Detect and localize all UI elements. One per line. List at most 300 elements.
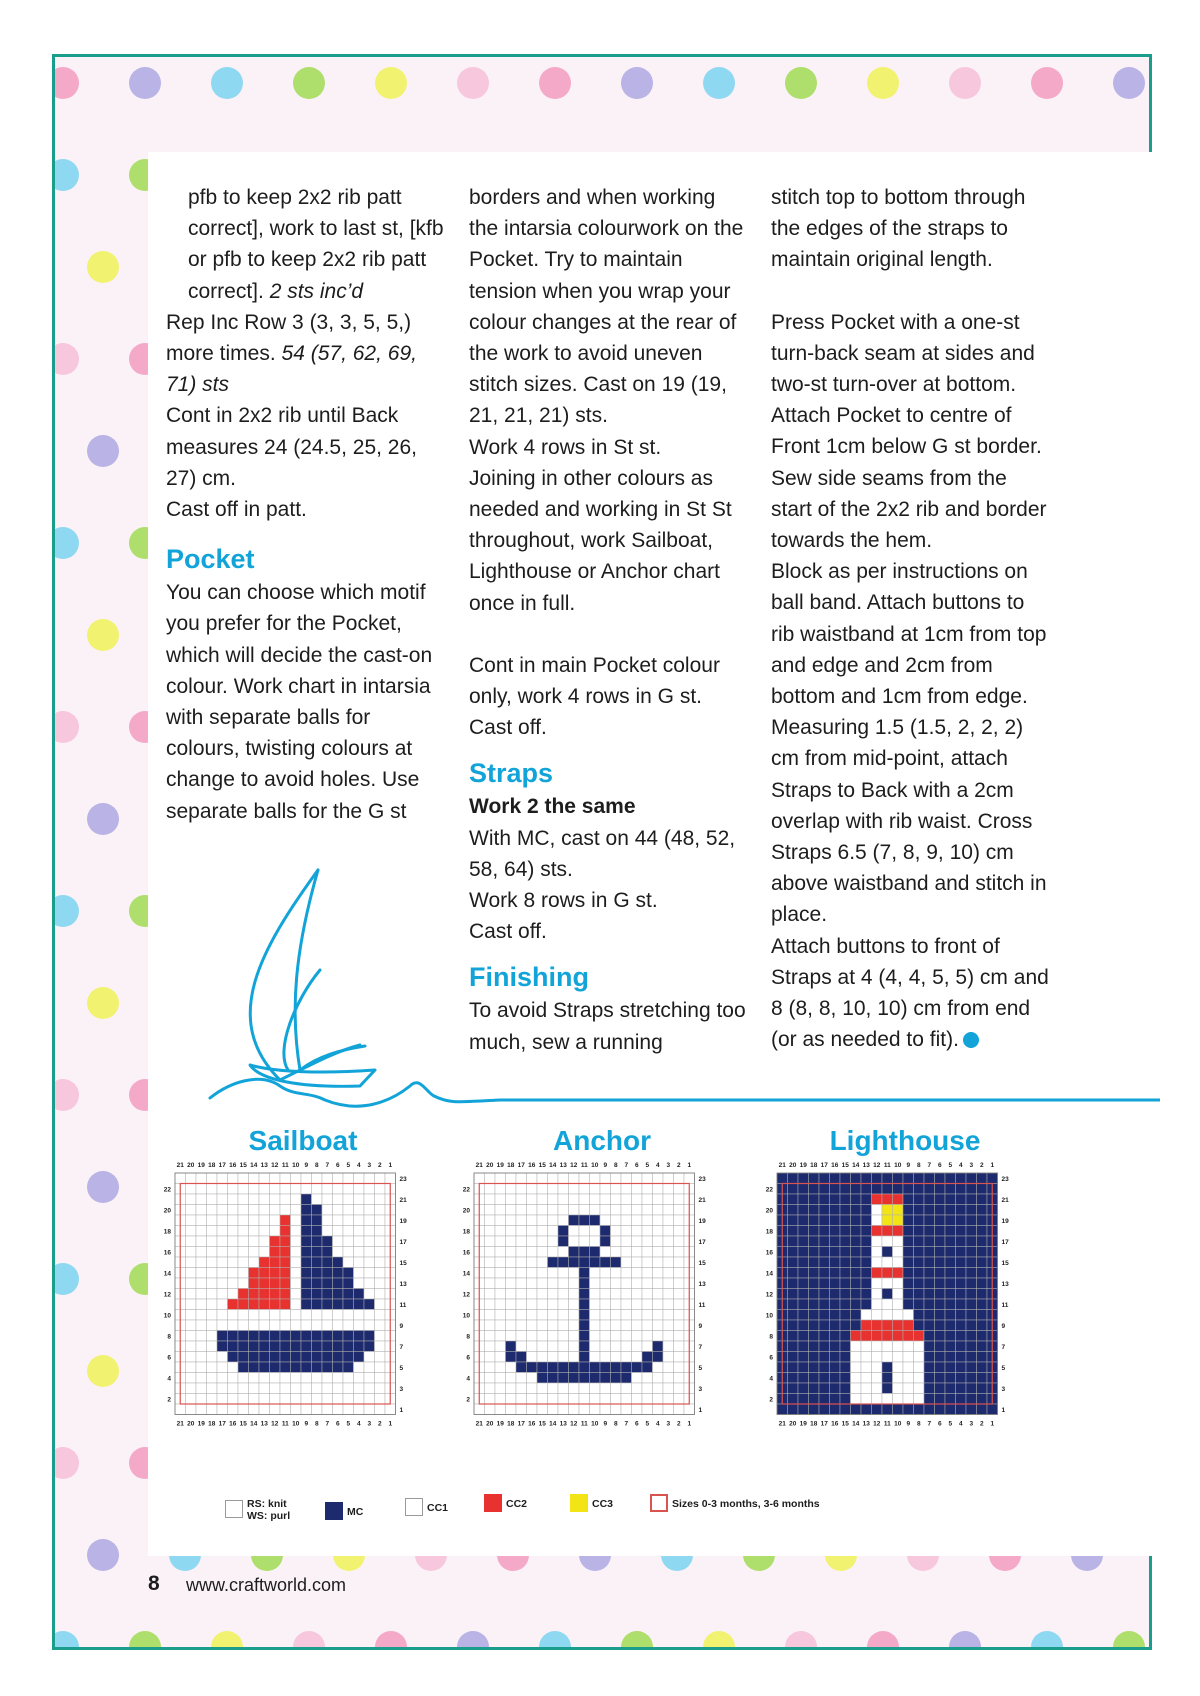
- website-url[interactable]: www.craftworld.com: [186, 1575, 347, 1595]
- chart-cell: [249, 1331, 260, 1342]
- chart-cell: [537, 1383, 548, 1394]
- chart-cell: [642, 1268, 653, 1279]
- chart-cell: [809, 1310, 820, 1321]
- chart-cell: [611, 1310, 622, 1321]
- column-number: 10: [894, 1420, 902, 1428]
- chart-cell: [840, 1383, 851, 1394]
- chart-cell: [569, 1268, 580, 1279]
- chart-cell: [914, 1184, 925, 1195]
- chart-cell: [537, 1247, 548, 1258]
- legend-cc3: CC3: [570, 1494, 613, 1512]
- chart-cell: [249, 1205, 260, 1216]
- chart-cell: [621, 1184, 632, 1195]
- row-number: 3: [698, 1385, 703, 1393]
- column-number: 6: [634, 1420, 639, 1428]
- chart-cell: [196, 1173, 207, 1184]
- chart-cell: [861, 1299, 872, 1310]
- chart-cell: [914, 1215, 925, 1226]
- chart-cell: [301, 1247, 312, 1258]
- chart-cell: [186, 1278, 197, 1289]
- chart-cell: [809, 1257, 820, 1268]
- chart-cell: [840, 1404, 851, 1415]
- column-number: 20: [486, 1162, 494, 1169]
- column-number: 8: [314, 1162, 319, 1169]
- chart-cell: [956, 1289, 967, 1300]
- column-number: 16: [229, 1420, 237, 1428]
- chart-cell: [548, 1257, 559, 1268]
- chart-cell: [924, 1257, 935, 1268]
- chart-cell: [977, 1394, 988, 1405]
- chart-cell: [238, 1341, 249, 1352]
- chart-cell: [632, 1320, 643, 1331]
- column-number: 7: [325, 1162, 330, 1169]
- chart-cell: [259, 1226, 270, 1237]
- chart-cell: [196, 1331, 207, 1342]
- polka-dot: [55, 527, 79, 559]
- chart-cell: [343, 1257, 354, 1268]
- chart-cell: [259, 1341, 270, 1352]
- column-number: 15: [239, 1420, 247, 1428]
- chart-cell: [579, 1362, 590, 1373]
- chart-cell: [840, 1331, 851, 1342]
- row-number: 10: [163, 1312, 171, 1320]
- chart-cell: [228, 1299, 239, 1310]
- chart-cell: [809, 1247, 820, 1258]
- column-number: 18: [507, 1420, 515, 1428]
- chart-cell: [632, 1362, 643, 1373]
- instruction-text: Work 4 rows in St st.: [469, 435, 662, 459]
- chart-cell: [611, 1194, 622, 1205]
- chart-cell: [600, 1184, 611, 1195]
- row-number: 15: [698, 1259, 706, 1267]
- row-number: 20: [163, 1207, 171, 1215]
- column-number: 11: [281, 1420, 289, 1428]
- chart-cell: [322, 1404, 333, 1415]
- chart-cell: [343, 1194, 354, 1205]
- chart-cell: [872, 1278, 883, 1289]
- chart-cell: [830, 1215, 841, 1226]
- chart-cell: [600, 1247, 611, 1258]
- chart-cell: [674, 1173, 685, 1184]
- chart-cell: [893, 1404, 904, 1415]
- chart-cell: [788, 1236, 799, 1247]
- column-number: 14: [852, 1420, 860, 1428]
- chart-cell: [851, 1215, 862, 1226]
- chart-cell: [872, 1373, 883, 1384]
- chart-cell: [653, 1194, 664, 1205]
- chart-cell: [322, 1226, 333, 1237]
- chart-cell: [663, 1226, 674, 1237]
- chart-cell: [840, 1310, 851, 1321]
- chart-cell: [270, 1247, 281, 1258]
- stitch-count: 54 (57, 62, 69, 71) sts: [166, 342, 417, 397]
- column-number: 20: [486, 1420, 494, 1428]
- chart-cell: [590, 1404, 601, 1415]
- polka-dot: [1113, 1631, 1145, 1650]
- chart-cell: [924, 1289, 935, 1300]
- chart-cell: [924, 1362, 935, 1373]
- chart-cell: [485, 1362, 496, 1373]
- chart-cell: [830, 1404, 841, 1415]
- chart-cell: [354, 1278, 365, 1289]
- chart-cell: [956, 1268, 967, 1279]
- chart-cell: [312, 1194, 323, 1205]
- chart-cell: [977, 1362, 988, 1373]
- chart-cell: [207, 1373, 218, 1384]
- chart-cell: [312, 1247, 323, 1258]
- column-number: 13: [862, 1420, 870, 1428]
- chart-cell: [977, 1226, 988, 1237]
- chart-cell: [798, 1215, 809, 1226]
- chart-cell: [977, 1299, 988, 1310]
- chart-cell: [385, 1404, 396, 1415]
- chart-cell: [809, 1362, 820, 1373]
- chart-cell: [537, 1257, 548, 1268]
- chart-cell: [516, 1310, 527, 1321]
- polka-dot: [87, 435, 119, 467]
- chart-cell: [956, 1404, 967, 1415]
- chart-cell: [924, 1173, 935, 1184]
- chart-cell: [558, 1331, 569, 1342]
- chart-cell: [956, 1257, 967, 1268]
- chart-cell: [259, 1184, 270, 1195]
- chart-cell: [238, 1373, 249, 1384]
- chart-cell: [312, 1184, 323, 1195]
- chart-cell: [809, 1236, 820, 1247]
- chart-cell: [312, 1268, 323, 1279]
- chart-cell: [569, 1289, 580, 1300]
- row-number: 10: [462, 1312, 470, 1320]
- chart-cell: [196, 1404, 207, 1415]
- chart-cell: [579, 1173, 590, 1184]
- chart-cell: [851, 1331, 862, 1342]
- chart-cell: [537, 1268, 548, 1279]
- chart-cell: [207, 1404, 218, 1415]
- chart-cell: [590, 1362, 601, 1373]
- chart-cell: [830, 1257, 841, 1268]
- polka-dot: [55, 1079, 79, 1111]
- chart-cell: [291, 1278, 302, 1289]
- chart-cell: [642, 1352, 653, 1363]
- chart-cell: [527, 1268, 538, 1279]
- chart-cell: [966, 1310, 977, 1321]
- chart-cell: [249, 1236, 260, 1247]
- chart-cell: [977, 1194, 988, 1205]
- chart-cell: [819, 1320, 830, 1331]
- chart-cell: [291, 1257, 302, 1268]
- chart-cell: [569, 1373, 580, 1384]
- chart-cell: [632, 1236, 643, 1247]
- chart-cell: [872, 1215, 883, 1226]
- chart-cell: [569, 1173, 580, 1184]
- chart-cell: [280, 1310, 291, 1321]
- chart-cell: [798, 1289, 809, 1300]
- chart-cell: [935, 1184, 946, 1195]
- chart-cell: [882, 1215, 893, 1226]
- chart-cell: [777, 1173, 788, 1184]
- chart-cell: [840, 1268, 851, 1279]
- chart-cell: [924, 1205, 935, 1216]
- chart-cell: [569, 1310, 580, 1321]
- polka-dot: [87, 1171, 119, 1203]
- chart-cell: [506, 1268, 517, 1279]
- chart-cell: [809, 1404, 820, 1415]
- chart-cell: [558, 1289, 569, 1300]
- chart-cell: [674, 1289, 685, 1300]
- chart-cell: [228, 1268, 239, 1279]
- chart-cell: [354, 1184, 365, 1195]
- chart-cell: [186, 1184, 197, 1195]
- chart-cell: [924, 1341, 935, 1352]
- chart-cell: [249, 1320, 260, 1331]
- chart-cell: [495, 1320, 506, 1331]
- chart-cell: [364, 1184, 375, 1195]
- chart-cell: [977, 1373, 988, 1384]
- chart-cell: [600, 1236, 611, 1247]
- chart-cell: [280, 1278, 291, 1289]
- chart-cell: [375, 1404, 386, 1415]
- polka-dot: [457, 67, 489, 99]
- column-number: 19: [197, 1162, 205, 1169]
- chart-cell: [819, 1299, 830, 1310]
- chart-cell: [851, 1184, 862, 1195]
- polka-dot: [55, 159, 79, 191]
- chart-cell: [228, 1194, 239, 1205]
- chart-cell: [851, 1268, 862, 1279]
- chart-cell: [653, 1205, 664, 1216]
- chart-cell: [485, 1226, 496, 1237]
- column-number: 1: [990, 1162, 995, 1169]
- chart-cell: [301, 1194, 312, 1205]
- chart-cell: [249, 1184, 260, 1195]
- column-number: 13: [559, 1420, 567, 1428]
- chart-cell: [301, 1184, 312, 1195]
- chart-cell: [207, 1383, 218, 1394]
- chart-cell: [527, 1299, 538, 1310]
- chart-cell: [653, 1299, 664, 1310]
- chart-cell: [977, 1383, 988, 1394]
- chart-cell: [249, 1268, 260, 1279]
- chart-cell: [642, 1373, 653, 1384]
- chart-cell: [495, 1404, 506, 1415]
- chart-cell: [861, 1352, 872, 1363]
- legend-cc2: CC2: [484, 1494, 527, 1512]
- chart-cell: [935, 1205, 946, 1216]
- chart-cell: [798, 1320, 809, 1331]
- chart-cell: [186, 1226, 197, 1237]
- chart-cell: [506, 1299, 517, 1310]
- chart-cell: [354, 1205, 365, 1216]
- chart-cell: [872, 1247, 883, 1258]
- chart-cell: [516, 1352, 527, 1363]
- column-number: 21: [176, 1420, 184, 1428]
- chart-cell: [840, 1278, 851, 1289]
- chart-cell: [506, 1352, 517, 1363]
- chart-cell: [966, 1236, 977, 1247]
- chart-cell: [238, 1257, 249, 1268]
- row-number: 3: [1001, 1385, 1006, 1393]
- chart-cell: [301, 1394, 312, 1405]
- chart-cell: [914, 1173, 925, 1184]
- row-number: 5: [1001, 1364, 1006, 1372]
- chart-cell: [548, 1173, 559, 1184]
- chart-cell: [312, 1278, 323, 1289]
- chart-cell: [945, 1236, 956, 1247]
- chart-cell: [914, 1341, 925, 1352]
- column-number: 15: [538, 1162, 546, 1169]
- chart-cell: [228, 1173, 239, 1184]
- column-number: 19: [799, 1420, 807, 1428]
- chart-cell: [882, 1394, 893, 1405]
- chart-cell: [537, 1226, 548, 1237]
- chart-cell: [312, 1394, 323, 1405]
- column-number: 7: [927, 1420, 932, 1428]
- chart-cell: [840, 1289, 851, 1300]
- chart-cell: [590, 1215, 601, 1226]
- chart-cell: [485, 1247, 496, 1258]
- chart-cell: [495, 1278, 506, 1289]
- chart-cell: [977, 1205, 988, 1216]
- instruction-text: Cont in 2x2 rib until Back measures 24 (24.5, 25, 26, 27) cm.: [166, 404, 417, 490]
- polka-dot: [867, 67, 899, 99]
- chart-cell: [914, 1205, 925, 1216]
- chart-cell: [569, 1184, 580, 1195]
- chart-cell: [872, 1173, 883, 1184]
- chart-cell: [956, 1341, 967, 1352]
- chart-cell: [537, 1205, 548, 1216]
- chart-cell: [966, 1394, 977, 1405]
- column-number: 18: [810, 1420, 818, 1428]
- chart-cell: [259, 1331, 270, 1342]
- chart-cell: [569, 1247, 580, 1258]
- chart-cell: [977, 1278, 988, 1289]
- chart-cell: [830, 1331, 841, 1342]
- chart-cell: [186, 1394, 197, 1405]
- instruction-text: Work 8 rows in G st.: [469, 889, 658, 913]
- chart-cell: [872, 1226, 883, 1237]
- row-number: 14: [765, 1270, 773, 1278]
- chart-cell: [861, 1289, 872, 1300]
- page-number: 8: [148, 1572, 160, 1595]
- chart-cell: [893, 1373, 904, 1384]
- instruction-text: Joining in other colours as needed and working in St St throughout, work Sailboat, Lighthouse or Anchor chart once in full.: [469, 466, 732, 615]
- chart-cell: [312, 1383, 323, 1394]
- chart-cell: [217, 1352, 228, 1363]
- chart-cell: [788, 1362, 799, 1373]
- column-number: 6: [634, 1162, 639, 1169]
- chart-cell: [642, 1320, 653, 1331]
- chart-cell: [590, 1310, 601, 1321]
- column-number: 3: [969, 1162, 974, 1169]
- chart-cell: [291, 1341, 302, 1352]
- chart-cell: [569, 1352, 580, 1363]
- polka-dot: [539, 1631, 571, 1650]
- chart-cell: [653, 1404, 664, 1415]
- chart-cell: [333, 1268, 344, 1279]
- chart-cell: [653, 1341, 664, 1352]
- column-number: 14: [852, 1162, 860, 1169]
- chart-cell: [280, 1383, 291, 1394]
- column-number: 16: [831, 1420, 839, 1428]
- chart-cell: [872, 1352, 883, 1363]
- chart-cell: [270, 1373, 281, 1384]
- chart-cell: [600, 1404, 611, 1415]
- chart-cell: [333, 1299, 344, 1310]
- chart-cell: [924, 1310, 935, 1321]
- chart-cell: [674, 1373, 685, 1384]
- chart-cell: [217, 1268, 228, 1279]
- chart-cell: [259, 1194, 270, 1205]
- chart-cell: [798, 1341, 809, 1352]
- chart-cell: [186, 1257, 197, 1268]
- column-number: 2: [377, 1420, 382, 1428]
- chart-cell: [840, 1194, 851, 1205]
- chart-cell: [343, 1226, 354, 1237]
- chart-cell: [207, 1341, 218, 1352]
- chart-cell: [840, 1226, 851, 1237]
- chart-cell: [375, 1373, 386, 1384]
- chart-cell: [872, 1289, 883, 1300]
- chart-cell: [354, 1268, 365, 1279]
- chart-cell: [259, 1173, 270, 1184]
- chart-cell: [527, 1289, 538, 1300]
- column-number: 4: [356, 1162, 361, 1169]
- chart-cell: [354, 1373, 365, 1384]
- chart-cell: [903, 1278, 914, 1289]
- chart-cell: [364, 1215, 375, 1226]
- chart-cell: [270, 1268, 281, 1279]
- chart-cell: [364, 1341, 375, 1352]
- chart-cell: [621, 1383, 632, 1394]
- column-number: 3: [367, 1162, 372, 1169]
- chart-cell: [663, 1310, 674, 1321]
- chart-cell: [312, 1226, 323, 1237]
- chart-cell: [600, 1352, 611, 1363]
- column-number: 9: [603, 1420, 608, 1428]
- chart-cell: [809, 1205, 820, 1216]
- chart-cell: [495, 1289, 506, 1300]
- chart-cell: [375, 1362, 386, 1373]
- chart-cell: [537, 1236, 548, 1247]
- chart-cell: [819, 1215, 830, 1226]
- chart-cell: [642, 1278, 653, 1289]
- chart-cell: [600, 1215, 611, 1226]
- chart-cell: [312, 1320, 323, 1331]
- chart-cell: [569, 1205, 580, 1216]
- chart-cell: [364, 1394, 375, 1405]
- chart-cell: [548, 1341, 559, 1352]
- chart-cell: [642, 1383, 653, 1394]
- pocket-heading: Pocket: [166, 544, 255, 575]
- chart-cell: [600, 1383, 611, 1394]
- chart-cell: [861, 1215, 872, 1226]
- chart-cell: [663, 1383, 674, 1394]
- chart-cell: [333, 1215, 344, 1226]
- column-number: 3: [666, 1420, 671, 1428]
- chart-cell: [495, 1299, 506, 1310]
- chart-cell: [270, 1299, 281, 1310]
- column-number: 10: [292, 1162, 300, 1169]
- chart-cell: [788, 1205, 799, 1216]
- chart-cell: [600, 1289, 611, 1300]
- chart-cell: [956, 1247, 967, 1258]
- chart-cell: [217, 1310, 228, 1321]
- column-number: 11: [580, 1420, 588, 1428]
- chart-cell: [548, 1373, 559, 1384]
- chart-cell: [798, 1173, 809, 1184]
- chart-cell: [558, 1278, 569, 1289]
- chart-cell: [674, 1404, 685, 1415]
